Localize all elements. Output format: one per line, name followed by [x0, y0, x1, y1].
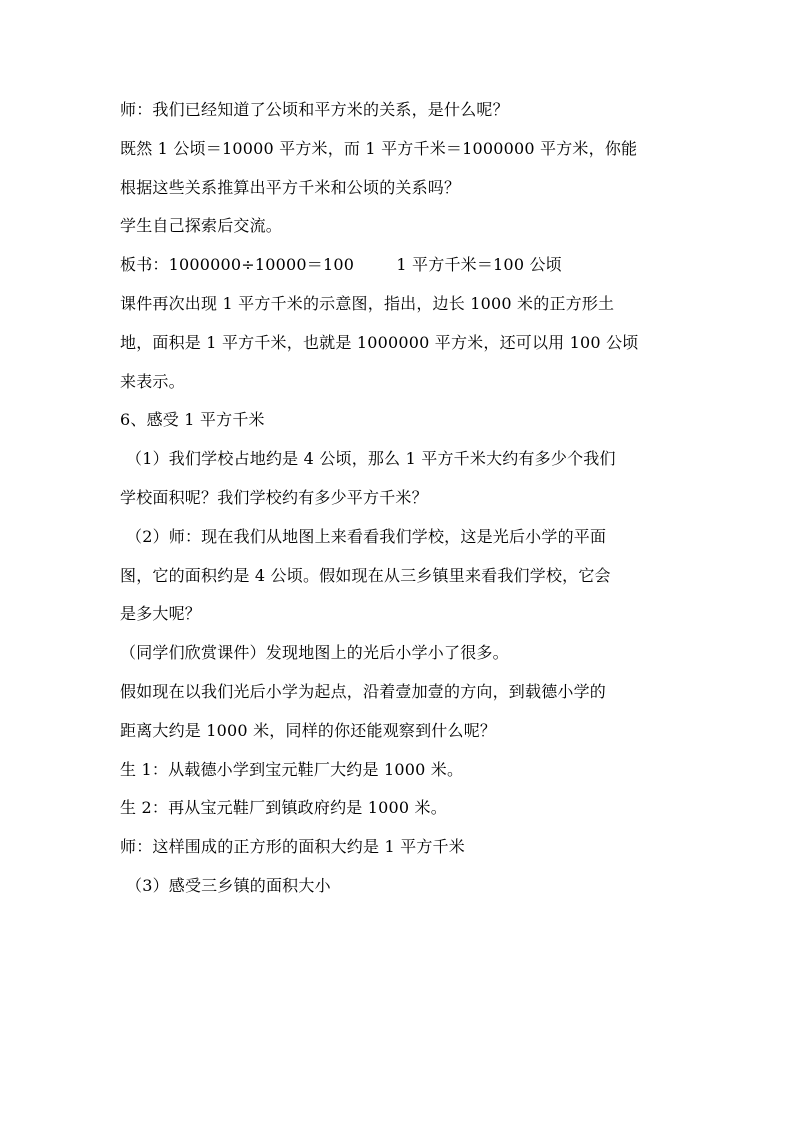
text-line: 生 1：从载德小学到宝元鞋厂大约是 1000 米。 [120, 759, 464, 779]
text-line: （2）师：现在我们从地图上来看看我们学校，这是光后小学的平面 [126, 526, 607, 546]
text-line: 既然 1 公顷＝10000 平方米，而 1 平方千米＝1000000 平方米，你能 [120, 138, 638, 158]
text-line: 假如现在以我们光后小学为起点，沿着壹加壹的方向，到载德小学的 [120, 681, 607, 701]
text-line: 生 2：再从宝元鞋厂到镇政府约是 1000 米。 [120, 798, 447, 818]
text-line: 图，它的面积约是 4 公顷。假如现在从三乡镇里来看我们学校，它会 [120, 565, 611, 585]
blackboard-note: 板书：1000000÷10000＝100 1 平方千米＝100 公顷 [120, 255, 562, 275]
text-line: （同学们欣赏课件）发现地图上的光后小学小了很多。 [120, 643, 509, 663]
document-body [120, 100, 680, 915]
text-line: 是多大呢？ [120, 604, 202, 624]
text-line: 师：我们已经知道了公顷和平方米的关系，是什么呢？ [120, 100, 509, 119]
text-line: 学校面积呢？我们学校约有多少平方千米？ [120, 487, 428, 507]
text-line: （3）感受三乡镇的面积大小 [126, 875, 331, 895]
text-line: 根据这些关系推算出平方千米和公顷的关系吗？ [120, 177, 461, 197]
text-line: 距离大约是 1000 米，同样的你还能观察到什么呢？ [120, 720, 497, 740]
text-line: （1）我们学校占地约是 4 公顷，那么 1 平方千米大约有多少个我们 [126, 449, 616, 469]
text-line: 学生自己探索后交流。 [120, 216, 283, 236]
text-line: 地，面积是 1 平方千米，也就是 1000000 平方米，还可以用 100 公顷 [120, 332, 639, 352]
text-line: 师：这样围成的正方形的面积大约是 1 平方千米 [120, 837, 465, 857]
section-heading: 6、感受 1 平方千米 [120, 410, 265, 430]
text-line: 来表示。 [120, 371, 185, 391]
text-line: 课件再次出现 1 平方千米的示意图，指出，边长 1000 米的正方形土 [120, 293, 615, 313]
